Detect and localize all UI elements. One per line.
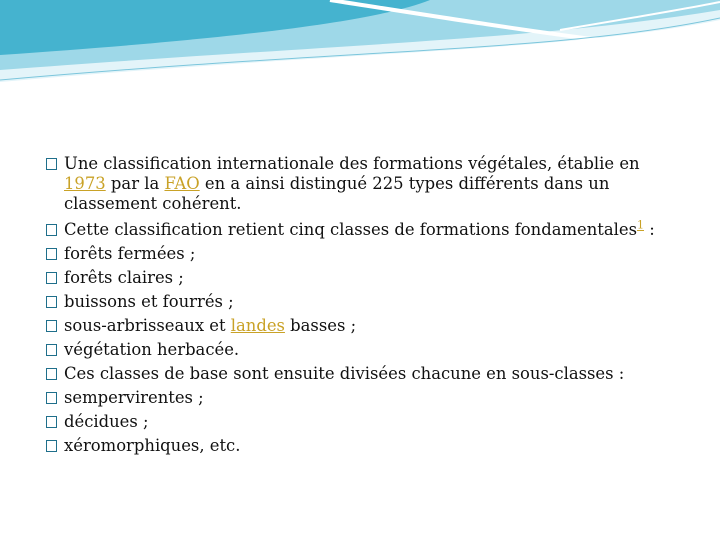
bullet-text: Ces classes de base sont ensuite divisées chacune en sous-classes :	[64, 364, 625, 383]
bullet-text: forêts claires ;	[64, 268, 184, 287]
square-bullet-icon	[46, 224, 57, 236]
list-item	[46, 410, 696, 434]
square-bullet-icon	[46, 272, 57, 284]
list-item	[46, 314, 696, 338]
bullet-text: forêts fermées ;	[64, 244, 196, 263]
square-bullet-icon	[46, 158, 57, 170]
list-item	[46, 362, 696, 386]
square-bullet-icon	[46, 248, 57, 260]
list-item	[46, 218, 696, 242]
bullet-text: sous-arbrisseaux et	[64, 316, 231, 335]
list-item	[46, 154, 696, 218]
bullet-text: Cette classification retient cinq classes de formations fondamentales	[64, 220, 637, 239]
list-item	[46, 386, 696, 410]
bullet-text: en a ainsi distingué 225 types différents dans un classement cohérent.	[64, 174, 610, 213]
square-bullet-icon	[46, 296, 57, 308]
header-swoosh-decoration	[0, 0, 720, 90]
list-item	[46, 434, 696, 458]
bullet-text: végétation herbacée.	[64, 340, 240, 359]
bullet-text: buissons et fourrés ;	[64, 292, 234, 311]
bullet-text: décidues ;	[64, 412, 149, 431]
footnote-link[interactable]: 1	[637, 218, 644, 232]
bullet-list	[46, 154, 696, 458]
list-item	[46, 242, 696, 266]
square-bullet-icon	[46, 320, 57, 332]
square-bullet-icon	[46, 392, 57, 404]
list-item	[46, 266, 696, 290]
bullet-text: xéromorphiques, etc.	[64, 436, 241, 455]
bullet-text: sempervirentes ;	[64, 388, 204, 407]
bullet-text: basses ;	[284, 316, 357, 335]
bullet-text: Une classification internationale des formations végétales, établie en	[64, 154, 640, 173]
square-bullet-icon	[46, 344, 57, 356]
bullet-text: par la	[105, 174, 165, 193]
year-link[interactable]: 1973	[64, 174, 106, 193]
square-bullet-icon	[46, 416, 57, 428]
fao-link[interactable]: FAO	[164, 174, 200, 193]
list-item	[46, 338, 696, 362]
landes-link[interactable]: landes	[230, 316, 285, 335]
list-item	[46, 290, 696, 314]
square-bullet-icon	[46, 440, 57, 452]
bullet-text: :	[644, 220, 655, 239]
square-bullet-icon	[46, 368, 57, 380]
